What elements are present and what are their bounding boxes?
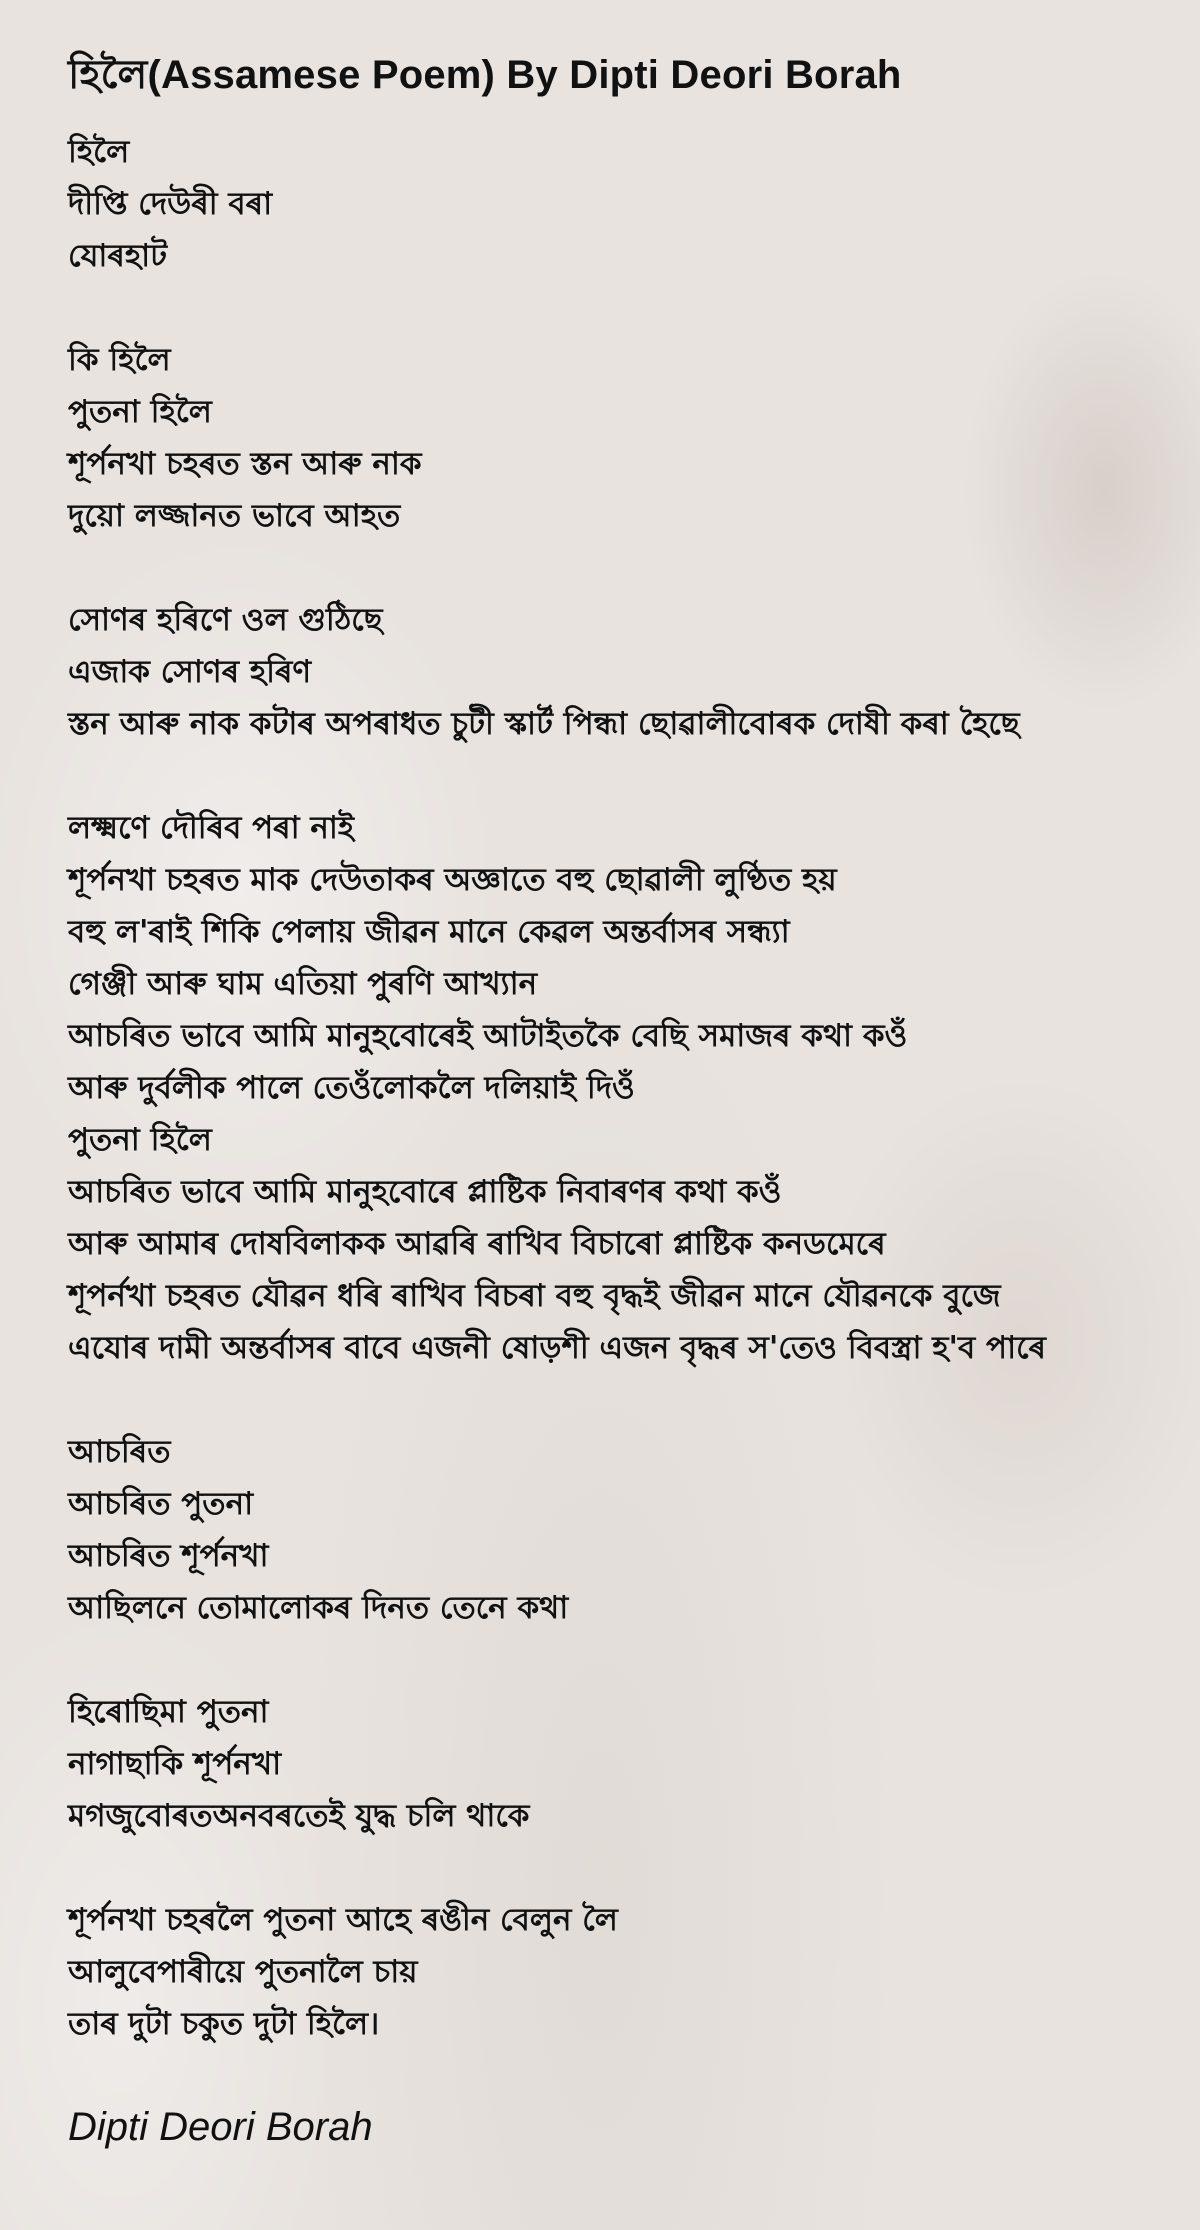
poem-line: পুতনা হিলৈ bbox=[68, 1122, 212, 1158]
poem-line: মগজুবোৰতঅনবৰতেই যুদ্ধ চলি থাকে bbox=[68, 1798, 530, 1834]
poem-line: শূপৰ্নখা চহৰত যৌৱন ধৰি ৰাখিব বিচৰা বহু বৃদ্ধই জীৱন মানে যৌৱনকে বুজে bbox=[68, 1278, 1001, 1314]
poem-line: এজাক সোণৰ হৰিণ bbox=[68, 654, 312, 690]
poem-stanza bbox=[68, 1894, 1178, 2050]
poem-line: আৰু আমাৰ দোষবিলাকক আৱৰি ৰাখিব বিচাৰো প্লাষ্টিক কনডমেৰে bbox=[68, 1226, 886, 1262]
poem-line: আৰু দুৰ্বলীক পালে তেওঁলোকলৈ দলিয়াই দিওঁ bbox=[68, 1070, 635, 1106]
poem-stanza bbox=[68, 594, 1178, 750]
poem-stanza bbox=[68, 1426, 1178, 1634]
poem-line: শূৰ্পনখা চহৰত মাক দেউতাকৰ অজ্ঞাতে বহু ছোৱালী লুণ্ঠিত হয় bbox=[68, 862, 837, 898]
poem-line: হিলৈ bbox=[68, 134, 130, 170]
poem-stanza bbox=[68, 802, 1178, 1374]
poem-line: হিৰোছিমা পুতনা bbox=[68, 1694, 269, 1730]
poem-author: Dipti Deori Borah bbox=[68, 2105, 373, 2149]
poem-line: তাৰ দুটা চকুত দুটা হিলৈ। bbox=[68, 2006, 380, 2042]
poem-line: আচৰিত পুতনা bbox=[68, 1486, 254, 1522]
poem-line: সোণৰ হৰিণে ওল গুঠিছে bbox=[68, 602, 383, 638]
poem-line: যোৰহাট bbox=[68, 238, 168, 274]
poem-body bbox=[68, 126, 1178, 2050]
poem-line: আচৰিত ভাবে আমি মানুহবোৰেই আটাইতকৈ বেছি সমাজৰ কথা কওঁ bbox=[68, 1018, 908, 1054]
poem-line: শূৰ্পনখা চহৰত স্তন আৰু নাক bbox=[68, 446, 422, 482]
poem-line: আচৰিত ভাবে আমি মানুহবোৰে প্লাষ্টিক নিবাৰণৰ কথা কওঁ bbox=[68, 1174, 782, 1210]
poem-line: নাগাছাকি শূৰ্পনখা bbox=[68, 1746, 282, 1782]
poem-line: বহু ল'ৰাই শিকি পেলায় জীৱন মানে কেৱল অন্তৰ্বাসৰ সন্ধ্যা bbox=[68, 914, 790, 950]
poem-line: শূৰ্পনখা চহৰলৈ পুতনা আহে ৰঙীন বেলুন লৈ bbox=[68, 1902, 618, 1938]
poem-line: লক্ষ্মণে দৌৰিব পৰা নাই bbox=[68, 810, 355, 846]
poem-line: দুয়ো লজ্জানত ভাবে আহত bbox=[68, 498, 401, 534]
poem-line: পুতনা হিলৈ bbox=[68, 394, 212, 430]
poem-line: আচৰিত শূৰ্পনখা bbox=[68, 1538, 269, 1574]
poem-page bbox=[68, 48, 1178, 2152]
poem-line: স্তন আৰু নাক কটাৰ অপৰাধত চুটী স্কাৰ্ট পিন্ধা ছোৱালীবোৰক দোষী কৰা হৈছে bbox=[68, 706, 1020, 742]
poem-stanza bbox=[68, 126, 1178, 282]
poem-line: দীপ্তি দেউৰী বৰা bbox=[68, 186, 273, 222]
poem-stanza bbox=[68, 1686, 1178, 1842]
poem-line: গেঞ্জী আৰু ঘাম এতিয়া পুৰণি আখ্যান bbox=[68, 966, 538, 1002]
poem-title: হিলৈ(Assamese Poem) By Dipti Deori Borah bbox=[68, 53, 902, 97]
poem-line: আচৰিত bbox=[68, 1434, 171, 1470]
poem-line: আছিলনে তোমালোকৰ দিনত তেনে কথা bbox=[68, 1590, 569, 1626]
poem-line: এযোৰ দামী অন্তৰ্বাসৰ বাবে এজনী ষোড়শী এজন বৃদ্ধৰ স'তেও বিবস্ত্ৰা হ'ব পাৰে bbox=[68, 1330, 1047, 1366]
poem-line: আলুবেপাৰীয়ে পুতনালৈ চায় bbox=[68, 1954, 418, 1990]
poem-line: কি হিলৈ bbox=[68, 342, 171, 378]
poem-stanza bbox=[68, 334, 1178, 542]
